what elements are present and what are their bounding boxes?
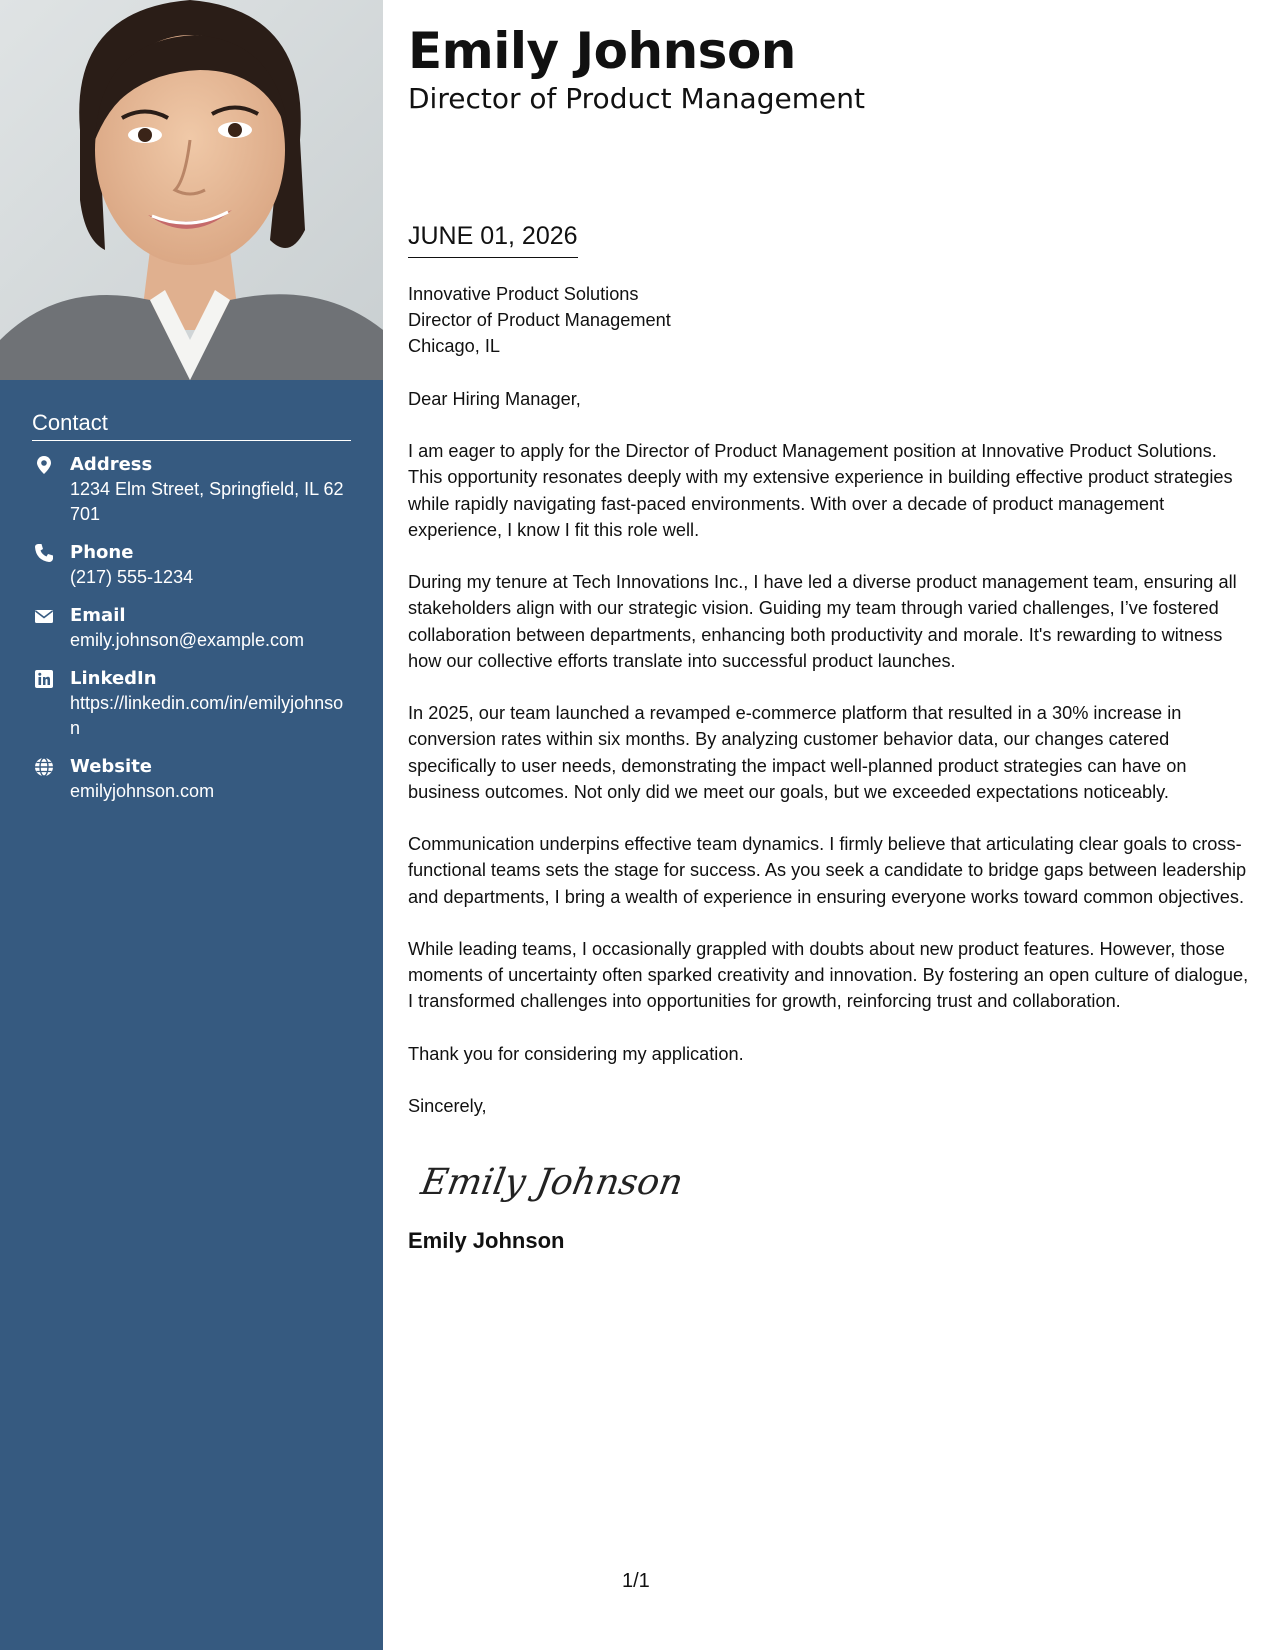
signer-name: Emily Johnson (408, 1227, 565, 1253)
contact-email (32, 604, 351, 653)
page-number: 1/1 (622, 1570, 650, 1592)
paragraph: Communication underpins effective team dynamics. I firmly believe that articulating clear goals to cross-functional teams sets the stage for success. As you seek a candidate to bridge gaps between leadership and departments, I bring a wealth of experience in ensuring everyone works toward common objectives. (408, 834, 1247, 907)
contact-address (32, 453, 351, 527)
paragraph: In 2025, our team launched a revamped e-commerce platform that resulted in a 30% increase in conversion rates within six months. By analyzing customer behavior data, our changes catered specifically to user needs, demonstrating the impact well-planned product strategies can have on business outcomes. Not only did we meet our goals, but we exceeded expectations noticeably. (408, 703, 1187, 802)
contact-heading: Contact (32, 410, 351, 441)
recipient-location: Chicago, IL (408, 336, 501, 357)
signature (417, 1146, 1253, 1216)
contact-website (32, 755, 351, 804)
profile-photo (0, 0, 383, 380)
paragraph: During my tenure at Tech Innovations Inc., I have led a diverse product management team, ensuring all stakeholders align with our strategic vision. Guiding my team through varied challenges, I’ve fostered collaboration between departments, enhancing both productivity and morale. It's rewarding to witness how our collective efforts translate into successful product launches. (408, 572, 1237, 671)
globe-icon (34, 757, 54, 777)
contact-label: Address (70, 454, 153, 475)
letter-date: JUNE 01, 2026 (408, 222, 578, 258)
contact-linkedin (32, 667, 351, 741)
greeting: Dear Hiring Manager, (408, 388, 581, 409)
sidebar (0, 0, 383, 1650)
svg-text:Emily Johnson: Emily Johnson (417, 1159, 687, 1203)
paragraph: While leading teams, I occasionally grappled with doubts about new product features. However, those moments of uncertainty often sparked creativity and innovation. By fostering an open culture of dialogue, I transformed challenges into opportunities for growth, reinforcing trust and collaboration. (408, 938, 1249, 1012)
paragraph: I am eager to apply for the Director of Product Management position at Innovative Product Solutions. This opportunity resonates deeply with my extensive experience in building effective product strategies while rapidly navigating fast-paced environments. With over a decade of product management experience, I know I fit this role well. (408, 441, 1233, 540)
paragraph: Thank you for considering my application. (408, 1043, 744, 1064)
applicant-title: Director of Product Management (408, 82, 865, 115)
phone-icon (34, 543, 54, 563)
recipient-role: Director of Product Management (408, 310, 671, 331)
applicant-name: Emily Johnson (408, 22, 796, 80)
website-link[interactable]: emilyjohnson.com (70, 781, 215, 801)
contact-label: Phone (70, 542, 134, 563)
envelope-icon (34, 606, 54, 626)
contact-section (32, 410, 351, 818)
letter-body (408, 281, 1253, 1254)
recipient-block (408, 281, 1253, 360)
closing: Sincerely, (408, 1096, 487, 1117)
phone-value: (217) 555-1234 (70, 567, 194, 587)
contact-label: Website (70, 756, 153, 777)
linkedin-icon (34, 669, 54, 689)
email-link[interactable]: emily.johnson@example.com (70, 630, 305, 650)
recipient-company: Innovative Product Solutions (408, 284, 639, 304)
contact-label: LinkedIn (70, 668, 157, 689)
contact-label: Email (70, 605, 126, 626)
map-pin-icon (34, 455, 54, 475)
contact-phone (32, 541, 351, 590)
address-value: 1234 Elm Street, Springfield, IL 62701 (70, 479, 344, 524)
linkedin-link[interactable]: https://linkedin.com/in/emilyjohnson (70, 693, 344, 738)
